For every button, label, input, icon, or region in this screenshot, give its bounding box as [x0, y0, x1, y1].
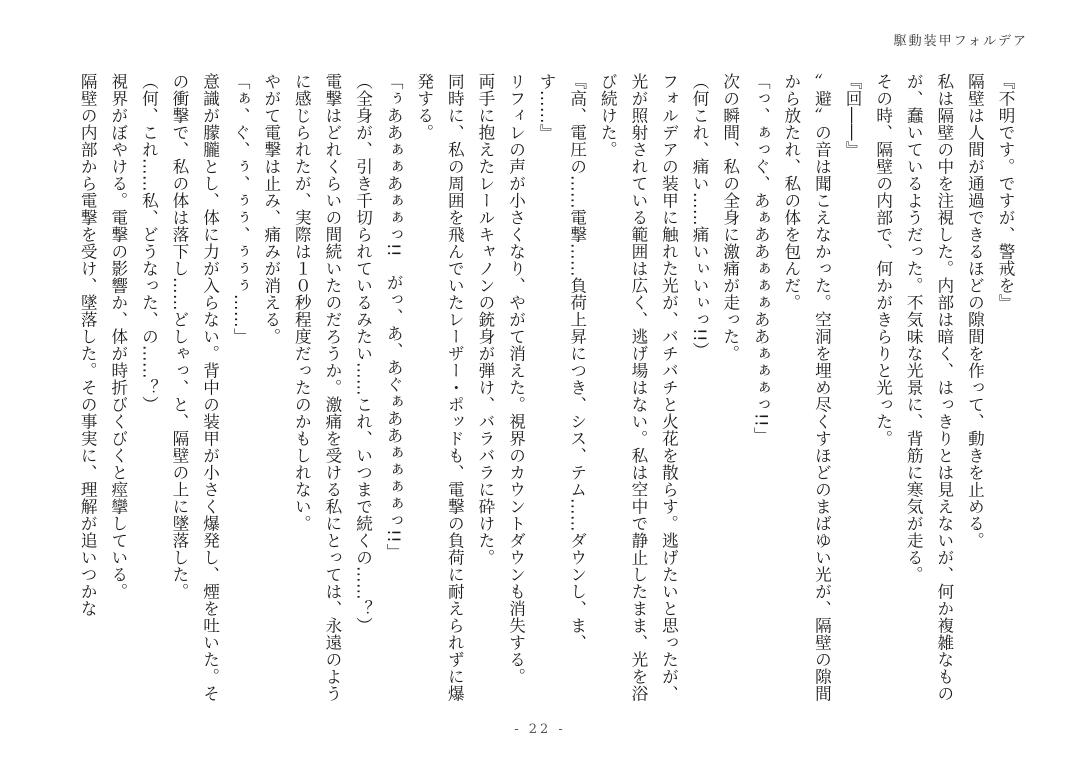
- paragraph: 「っ、ぁっぐ、あぁああぁぁぁああぁぁぁっ!!」: [751, 73, 771, 445]
- paragraph: フォルデアの装甲に触れた光が、バチバチと火花を散らす。逃げたいと思ったが、光が照射されている範囲は広く、逃げ場はない。私は空中で静止したまま、光を浴び続けた。: [598, 73, 679, 702]
- paragraph: 私は隔壁の中を注視した。内部は暗く、はっきりとは見えないが、何か複雑なものが、蠢いているようだった。不気味な光景に、背筋に寒気が走る。: [904, 73, 954, 702]
- running-header-title: 駆動装甲フォルデア: [893, 34, 1028, 49]
- paragraph: 隔壁は人間が通過できるほどの隙間を作って、動きを止める。: [965, 73, 985, 549]
- paragraph: 視界がぼやける。電撃の影響か、体が時折びくびくと痙攣している。: [108, 73, 128, 600]
- page-number: - 22 -: [514, 722, 566, 737]
- paragraph: やがて電撃は止み、痛みが消える。: [261, 73, 281, 345]
- paragraph: 次の瞬間、私の全身に激痛が走った。: [720, 73, 740, 362]
- paragraph: リフィレの声が小さくなり、やがて消えた。視界のカウントダウンも消失する。: [506, 73, 526, 685]
- paragraph: 『高、電圧の……電撃……負荷上昇につき、シス、テム……ダウンし、ま、す……』: [537, 73, 587, 651]
- paragraph: 電撃はどれくらいの間続いたのだろうか。激痛を受ける私にとっては、永遠のように感じられたが、実際は１０秒程度だったのかもしれない。: [292, 73, 342, 702]
- paragraph: （全身が、引き千切られているみたい……これ、いつまで続くの……？）: [353, 73, 373, 634]
- vertical-body-text: [55, 73, 1020, 705]
- paragraph: 「ぅああぁぁあぁぁっ!! がっ、あ、あぐぁああぁぁぁぁっ!!」: [384, 73, 404, 561]
- paragraph: 両手に抱えたレールキャノンの銃身が弾け、バラバラに砕けた。: [475, 73, 495, 566]
- paragraph: 〟避〟の音は聞こえなかった。空洞を埋め尽くすほどのまばゆい光が、隔壁の隙間から放たれ、私の体を包んだ。: [781, 73, 832, 702]
- paragraph: （何、これ……私、どうなった、の……？）: [139, 73, 159, 413]
- paragraph: 「ぁ、ぐ、ぅ、ぅぅ、ぅぅぅ……」: [231, 73, 251, 345]
- paragraph: 意識が朦朧とし、体に力が入らない。背中の装甲が小さく爆発し、煙を吐いた。その衝撃で、私の体は落下し……どしゃっ、と、隔壁の上に墜落した。: [169, 73, 220, 702]
- paragraph: 『回――』: [843, 73, 863, 158]
- paragraph: 同時に、私の周囲を飛んでいたレーザー・ポッドも、電撃の負荷に耐えられずに爆発する。: [414, 73, 465, 702]
- paragraph: 隔壁の内部から電撃を受け、墜落した。その事実に、理解が追いつかな: [78, 73, 98, 617]
- paragraph: その時、隔壁の内部で、何かがきらりと光った。: [873, 73, 893, 447]
- paragraph: 『不明です。ですが、警戒を』: [996, 73, 1015, 311]
- paragraph: （何これ、痛い……痛いぃいぃっ!!）: [690, 73, 710, 360]
